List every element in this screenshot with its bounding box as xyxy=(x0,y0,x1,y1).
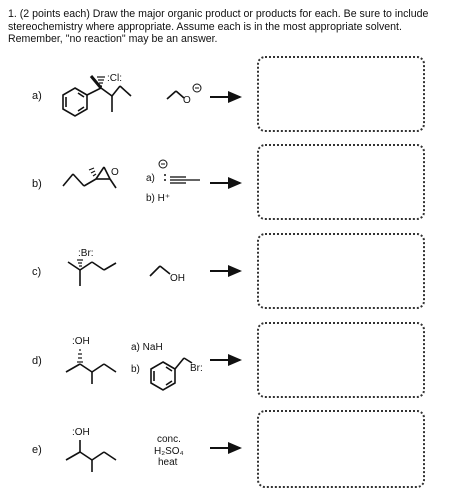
reagent-b-step2: b) H⁺ xyxy=(146,193,171,204)
reagent-e-line1: conc. xyxy=(157,434,181,445)
answer-box-c[interactable] xyxy=(257,233,425,309)
reagent-b-step1: a) xyxy=(146,173,155,184)
problem-a-label: a) xyxy=(32,90,42,102)
instructions-line-1: 1. (2 points each) Draw the major organic product or products for each. Be sure to include xyxy=(8,8,429,20)
reagent-d-step1: a) NaH xyxy=(131,342,163,353)
substrate-b-oxygen: O xyxy=(111,167,119,178)
substrate-d-hydroxyl: :OH xyxy=(72,336,90,347)
problem-c-label: c) xyxy=(32,266,42,278)
answer-box-d[interactable] xyxy=(257,322,425,398)
substrate-e-hydroxyl: :OH xyxy=(72,427,90,438)
reagent-b-alkyne xyxy=(170,177,200,183)
substrate-d-structure xyxy=(66,364,116,384)
reagent-d-bromine: Br: xyxy=(190,363,203,374)
reagent-e-line3: heat xyxy=(158,457,178,468)
reagent-a-structure xyxy=(167,91,184,99)
substrate-e-structure xyxy=(66,440,116,472)
substrate-c-hash-bond xyxy=(77,260,83,266)
substrate-c-bromine: :Br: xyxy=(78,248,94,259)
reagent-e-line2: H₂SO₄ xyxy=(154,446,184,457)
reagent-c-structure xyxy=(150,266,170,276)
answer-box-a[interactable] xyxy=(257,56,425,132)
problem-d-label: d) xyxy=(32,355,42,367)
substrate-a-chlorine: :Cl: xyxy=(107,73,122,84)
reagent-d-step2: b) xyxy=(131,364,140,375)
benzyl-bromide-structure xyxy=(151,358,192,390)
substrate-c-structure xyxy=(68,262,116,286)
answer-box-b[interactable] xyxy=(257,144,425,220)
reagent-a-oxygen: O xyxy=(183,95,191,106)
problem-b-label: b) xyxy=(32,178,42,190)
problem-e-label: e) xyxy=(32,444,42,456)
instructions-line-2: stereochemistry where appropriate. Assume each is in the most appropriate solvent. xyxy=(8,20,402,33)
substrate-b-hash-bond xyxy=(89,168,96,176)
substrate-a-structure xyxy=(63,86,131,116)
reagent-c-hydroxyl: OH xyxy=(170,273,185,284)
answer-box-e[interactable] xyxy=(257,410,425,488)
instructions-line-3: Remember, "no reaction" may be an answer. xyxy=(8,33,218,46)
substrate-d-hash-bond xyxy=(77,350,83,362)
substrate-a-wedge-bond xyxy=(91,76,101,88)
